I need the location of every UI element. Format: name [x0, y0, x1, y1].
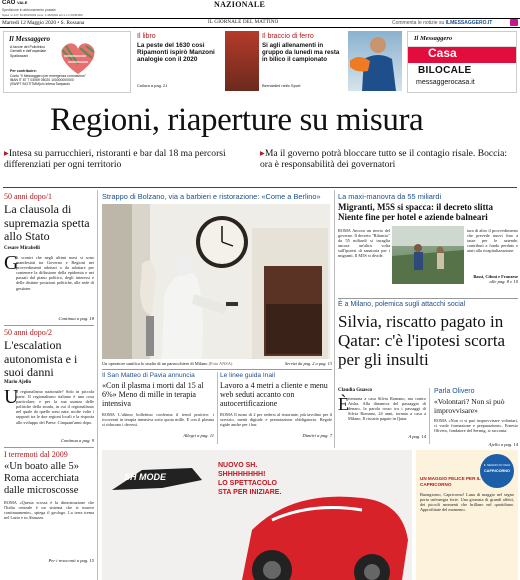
promo-libro-label: Il libro — [137, 33, 156, 40]
main-headline: Regioni, riaperture su misura — [50, 102, 424, 138]
promo-casa-logo: Il Messaggero — [414, 35, 453, 42]
promo-casa-big: BILOCALE — [418, 65, 472, 76]
migranti-photo — [392, 226, 464, 284]
column-left — [4, 190, 94, 580]
main-photo[interactable] — [102, 204, 330, 359]
ad-sta: STA PER INIZIARE. — [218, 489, 282, 496]
ad-shh: SHHHHHHHH! — [218, 471, 266, 478]
promo-left-text5: (SWIFT BCITITMM) — [10, 82, 41, 86]
promo-casa-site: messaggerocasa.it — [416, 79, 475, 86]
masthead-small-1: Spedizione in abbonamento postale — [2, 8, 56, 12]
col1c-title[interactable]: «Un boato alle 5» Roma accerchiata dalle microscosse — [4, 461, 79, 496]
migranti-body1: ROMA Ancora un rinvio del governo. Il decreto "Rilancio" da 55 miliardi si incaglia ancora un'altra volta sull'ipotesi di sanatoria per i migranti. Il M5S si divide. — [338, 228, 390, 259]
subhead-left: ▸Intesa su parrucchieri, ristoranti e bar dal 18 ma percorsi differenziati per ogni territorio — [4, 148, 226, 171]
masthead-logo-corner: CAO VALE — [2, 0, 28, 6]
story-silvia[interactable] — [338, 300, 518, 448]
col1a-continue[interactable]: Continua a pag. 18 — [58, 316, 94, 321]
promo-libro-ref: Collora a pag. 21 — [137, 83, 168, 88]
col1a-body: li scontri che negli ultimi mesi si sono manifestati tra Governo e Regioni nei provvedimenti adottati o da adottare per contenere la diffusione della epidemia e nei passati dal piano politico, degli interessi e delle distinte posizioni politiche, alle sede di gestione. — [16, 255, 94, 291]
silvia-label: È a Milano, polemica sugli attacchi social — [338, 301, 466, 308]
italy-heart-icon — [56, 40, 100, 76]
olivero-ref: Ajello a pag. 14 — [488, 442, 518, 447]
promo-left-text4: IBAN IT 87 T 03069 05020 100000000000 — [10, 78, 74, 82]
col1a-title[interactable]: La clausola di supremazia spetta allo Stato — [4, 202, 90, 243]
story-linee[interactable] — [220, 372, 332, 444]
col1c-ref[interactable]: Per i resoconti a pag. 15 — [48, 558, 94, 563]
col1b-dropcap: U — [4, 386, 19, 408]
subhead-right: ▸Ma il governo potrà bloccare tutto se il contagio risale. Boccia: ora è responsabilità dei governatori — [260, 148, 507, 171]
scooter-illustration — [102, 450, 412, 580]
col1b-label: 50 anni dopo/2 — [4, 328, 52, 337]
silvia-ref: A pag. 14 — [408, 434, 426, 439]
col1b-title[interactable]: L'escalation autonomista e i suoi danni — [4, 338, 78, 379]
masthead-small-2: Sped. in A.P. DL353/2003 conv. L.46/2004 art.1 c.1 DCB-RM — [2, 13, 83, 17]
story-migranti[interactable] — [338, 190, 518, 295]
photo-caption: Un operatore sanifica lo studio di un parrucchiere di Milano (Foto ANSA) — [102, 361, 233, 366]
promo-left-text1: A favore del Policlinico Gemelli e dell'ospedale Spallanzani — [10, 45, 47, 58]
capricorno-body: Buongiorno, Capricorno! Luna di maggio nel segno porta un'energia forte. Una giornata di grandi affetti, dei piccoli momenti che brillano nel quotidiano. Approfittate del momento. — [420, 492, 514, 513]
col1a-label: 50 anni dopo/1 — [4, 192, 52, 201]
olivero-title: «Volontari? Non si può improvvisare» — [434, 397, 505, 415]
promo-casa-word: Casa — [428, 46, 457, 60]
col1b-continue[interactable]: Continua a pag. 9 — [60, 438, 94, 443]
masthead-paper: IL GIORNALE DEL MATTINO — [208, 19, 279, 25]
capricorno-badge: IL SEGNO DI OGGI CAPRICORNO — [480, 454, 514, 488]
promo-ferro-label: Il braccio di ferro — [262, 33, 314, 40]
parla-olivero[interactable] — [434, 388, 518, 446]
comment-icon — [510, 19, 518, 26]
migranti-title: Migranti, M5S si spacca: il decreto slitta Niente fine per hotel e aziende balneari — [338, 202, 494, 222]
masthead-date: Martedì 12 Maggio 2020 • S. Rossana — [2, 19, 85, 26]
footballer-photo — [348, 31, 402, 91]
promo-casa[interactable] — [407, 31, 517, 93]
book-illustration — [225, 31, 259, 91]
promo-left-logo: Il Messaggero — [9, 35, 51, 43]
capricorno-title: UN MAGGIO FELICE PER IL CAPRICORNO — [420, 476, 481, 487]
pavia-body: ROMA L'ultimo bollettino conferma il trend positivo: i ricoverati in terapia intensiva sotto quota mille. E con il plasma si riducono i decessi. — [102, 412, 214, 428]
ad-banner[interactable] — [102, 450, 412, 580]
col1c-body: ROMA «Questa scossa è la dimostrazione che l'Italia centrale è un sistema che si muove continuamente», spiega il geologo. La terra trema nel Lazio e in Abruzzo. — [4, 500, 94, 521]
silvia-author: Claudia Guasco — [338, 388, 373, 393]
promo-left-box[interactable] — [3, 31, 131, 93]
masthead-right-text: Commenta le notizie su ILMESSAGGERO.IT — [392, 19, 493, 26]
col1a-dropcap: G — [4, 252, 19, 274]
promo-ferro[interactable] — [262, 31, 402, 93]
promo-ferro-title: Si agli allenamenti in gruppo da lunedì ma resta in bilico il campionato — [262, 42, 340, 64]
promo-left-text6: c/o Intesa Sanpaolo — [40, 82, 70, 86]
olivero-label: Parla Olivero — [434, 388, 475, 395]
photo-kicker[interactable]: Strappo di Bolzano, via a barbieri e ristorazione: «Come a Berlino» — [102, 192, 321, 201]
pavia-ref: Allegri a pag. 11 — [183, 433, 214, 438]
ad-nuovo: NUOVO SH. — [218, 462, 258, 469]
linee-body: ROMA Il turno di 2 per sedersi al ristorante, più tavolino per il servizio, menù digitale e prenotazione obbligatoria. Regole rigide anche per i bar. — [220, 412, 332, 428]
migranti-label: La maxi-manovra da 55 miliardi — [338, 192, 442, 201]
photo-ref[interactable]: Servizi da pag. 2 a pag. 13 — [284, 361, 332, 366]
promo-libro[interactable] — [137, 31, 259, 93]
silvia-body: rientrata a casa Silvia Romano, ma contro Aisha. Alla dinamica del passaggio di denaro, la parola rosso tra i passaggi di Silvia Romano, 24 anni, tornata a casa a Milano. Il riscatto pagato in Qatar. — [348, 396, 426, 422]
migranti-body2: tura di altro il provvedimento che prevede nuovi fino a tasse per le aziende, contributi a fondo perduto e aiuti alla ricapitalizzazione. — [467, 228, 518, 254]
col1a-author: Cesare Mirabelli — [4, 246, 40, 251]
ad-brand: SH MODE — [124, 472, 167, 482]
story-pavia[interactable] — [102, 372, 215, 444]
silvia-title: Silvia, riscatto pagato in Qatar: c'è l'ipotesi scorta per gli insulti — [338, 312, 506, 369]
col1b-body: n regionalismo nazionale? Solo in piccola parte. Il regionalismo italiano è una cosa particolare, e per la sua usanza delle politiche della strada, in cui il regionalismo nel quale da quelle sono nate, molte volte i rapporti tra le due regioni locali e la risposta allo sviluppo del Paese. Cinquant'anni dopo. — [16, 389, 94, 425]
silvia-dropcap: È — [338, 394, 349, 414]
olivero-body: ROMA «Non ci si può improvvisare volontari, ci vuole formazione e preparazione». Ernesto Olivero, fondatore del Sermig, si racconta. — [434, 418, 518, 434]
col1b-author: Mario Ajello — [4, 380, 32, 385]
capricorno-box[interactable] — [416, 450, 518, 580]
pavia-label: Il San Matteo di Pavia annuncia — [102, 372, 195, 379]
masthead-edition: NAZIONALE — [214, 0, 266, 9]
linee-label: Le linee guida Inail — [220, 372, 275, 379]
col1c-label: I terremoti dal 2009 — [4, 450, 68, 459]
promo-left-text3: Conto "Il Messaggero per emergenza coronavirus" — [10, 74, 86, 78]
promo-left-text2: Per contribuire: — [10, 69, 37, 73]
ad-spettacolo: LO SPETTACOLO — [218, 480, 277, 487]
linee-title: Lavoro a 4 metri a cliente e menu web seduti accanto con autocertificazione — [220, 381, 328, 408]
promo-libro-title: La peste del 1630 così Ripamonti ispirò Manzoni analogie con il 2020 — [137, 42, 215, 64]
pavia-title: «Con il plasma i morti dal 15 al 6%» Meno di mille in terapia intensiva — [102, 381, 204, 408]
linee-ref: Dimitri a pag. 7 — [302, 433, 332, 438]
promo-ferro-ref: Bernardini nello Sport — [262, 83, 301, 88]
migranti-ref-a: Bassi, Cifoni e Franzese — [473, 274, 518, 279]
migranti-ref-b: alle pag. 8 e 10 — [489, 279, 518, 284]
